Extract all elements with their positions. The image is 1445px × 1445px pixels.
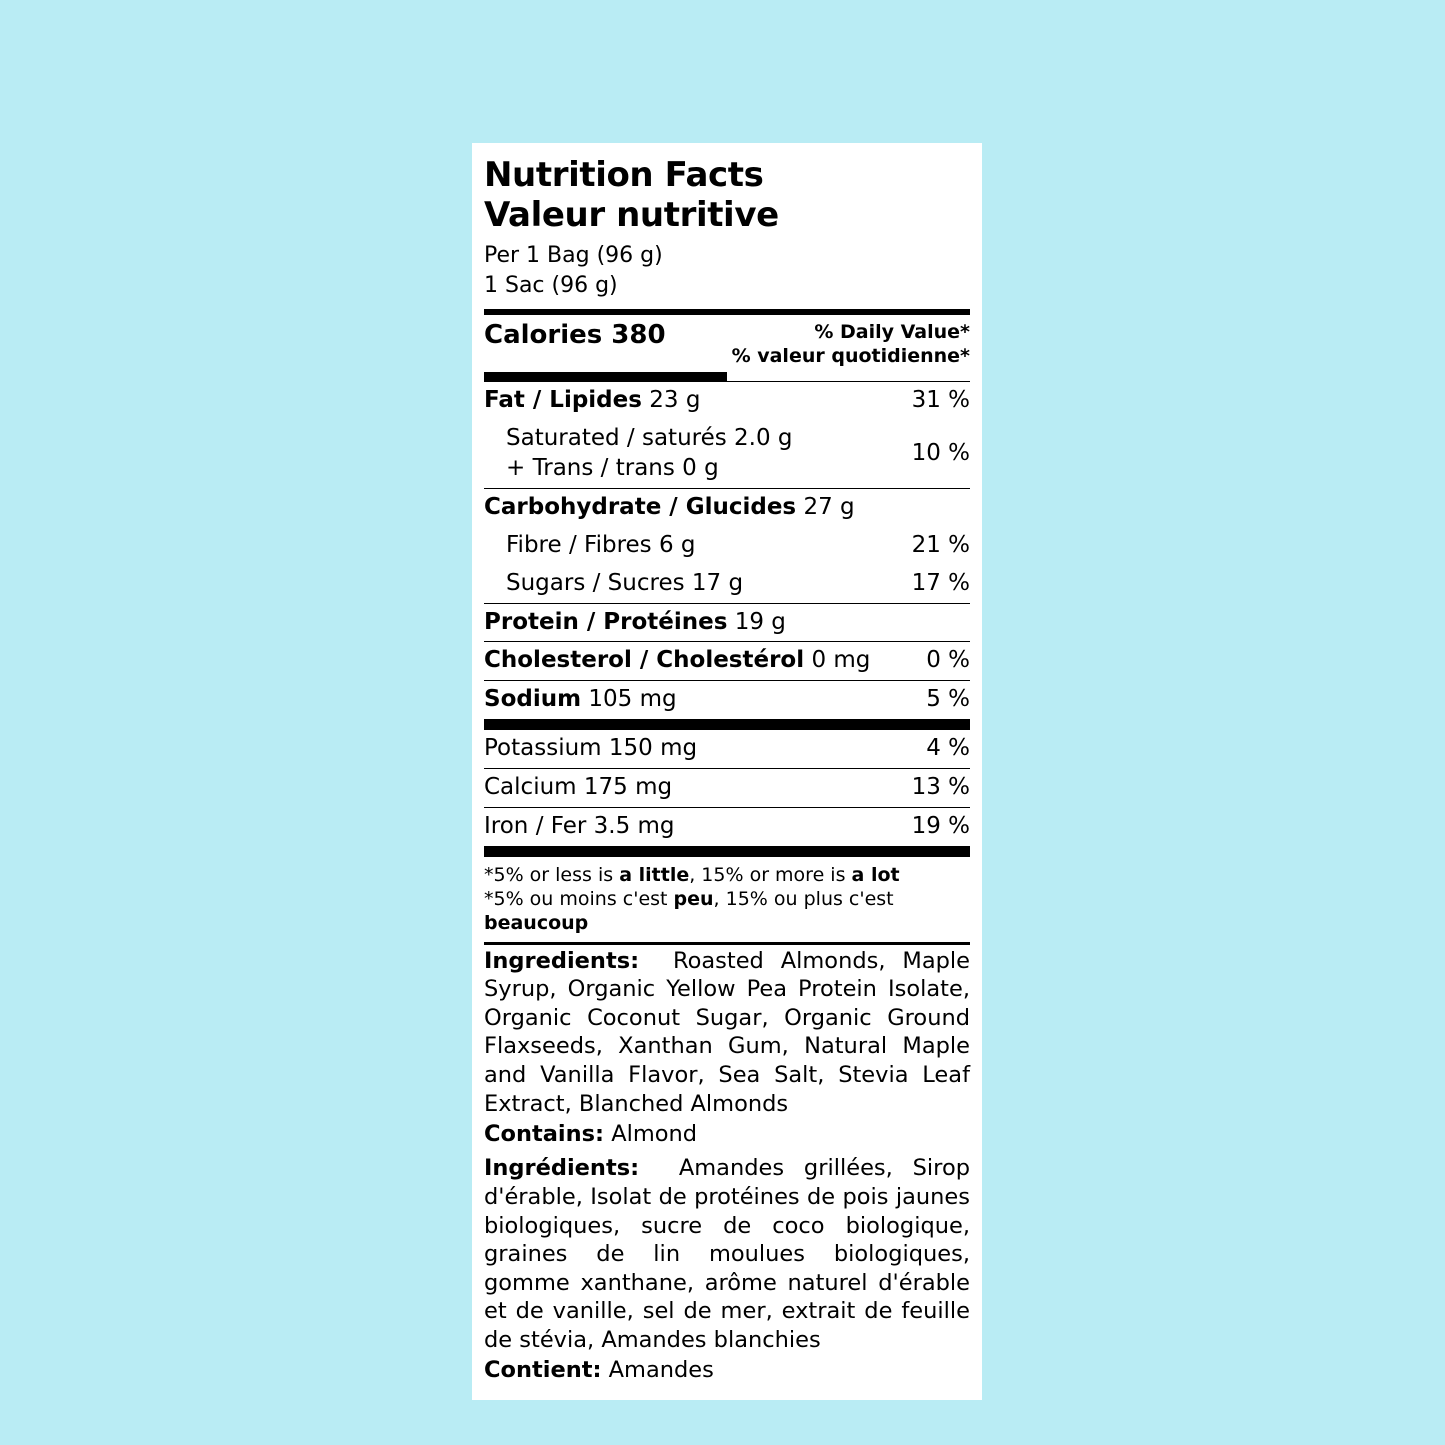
row-sugars-label: Sugars / Sucres 17 g bbox=[506, 569, 744, 596]
row-iron-dv: 19 % bbox=[911, 812, 970, 839]
footnote-en: *5% or less is a little, 15% or more is a lot bbox=[484, 863, 900, 886]
row-fat-label bbox=[484, 386, 700, 416]
calories-row bbox=[484, 315, 970, 369]
calories-underline bbox=[484, 372, 727, 381]
ingredients-en-text: Roasted Almonds, Maple Syrup, Organic Yellow Pea Protein Isolate, Organic Coconut Sugar, Organic Ground Flaxseeds, Xanthan Gum, Natural Maple and Vanilla Flavor, Sea Salt, Stevia Leaf Extract, Blanched Almonds bbox=[484, 947, 970, 1117]
row-potassium bbox=[484, 730, 970, 768]
contains-en-header: Contains: bbox=[484, 1121, 605, 1148]
contains-en-text: Almond bbox=[611, 1121, 698, 1148]
row-fat-dv: 31 % bbox=[911, 387, 970, 414]
row-sodium-label bbox=[484, 685, 677, 715]
row-calcium-label: Calcium 175 mg bbox=[484, 774, 673, 801]
contains-fr-text: Amandes bbox=[608, 1357, 714, 1384]
row-iron-label: Iron / Fer 3.5 mg bbox=[484, 812, 675, 839]
row-cholesterol-amount: 0 mg bbox=[811, 647, 871, 674]
row-calcium-dv: 13 % bbox=[911, 774, 970, 801]
row-sodium-dv: 5 % bbox=[926, 686, 970, 713]
row-cholesterol-name: Cholesterol / Cholestérol bbox=[484, 647, 805, 674]
contains-fr-header: Contient: bbox=[484, 1357, 602, 1384]
serving-size-fr: 1 Sac (96 g) bbox=[484, 272, 618, 298]
row-protein-name: Protein / Protéines bbox=[484, 608, 728, 635]
row-saturated-trans-labels bbox=[484, 423, 793, 484]
row-protein-label bbox=[484, 608, 786, 638]
row-fat bbox=[484, 382, 970, 420]
ingredients-en bbox=[484, 945, 970, 1118]
serving-size-en: Per 1 Bag (96 g) bbox=[484, 243, 663, 269]
row-fibre-label: Fibre / Fibres 6 g bbox=[506, 531, 696, 558]
row-cholesterol-dv: 0 % bbox=[926, 647, 970, 674]
row-fat-amount: 23 g bbox=[649, 387, 701, 414]
ingredients-en-header: Ingredients: bbox=[484, 947, 640, 974]
row-fibre-dv: 21 % bbox=[911, 531, 970, 558]
nutrition-facts-title-en: Nutrition Facts bbox=[484, 155, 764, 195]
row-calcium bbox=[484, 769, 970, 807]
row-carbohydrate-label bbox=[484, 493, 855, 523]
row-protein bbox=[484, 604, 970, 642]
row-saturated-trans-dv: 10 % bbox=[911, 440, 970, 467]
row-potassium-label: Potassium 150 mg bbox=[484, 735, 698, 762]
serving-size bbox=[484, 241, 970, 300]
row-cholesterol bbox=[484, 642, 970, 680]
daily-value-footnote bbox=[484, 857, 970, 942]
row-sugars-dv: 17 % bbox=[911, 569, 970, 596]
divider-black-bar-bottom bbox=[484, 846, 970, 857]
ingredients-fr bbox=[484, 1152, 970, 1354]
row-carbohydrate-name: Carbohydrate / Glucides bbox=[484, 493, 797, 520]
nutrition-facts-panel bbox=[472, 143, 982, 1400]
row-sugars bbox=[484, 565, 970, 603]
footnote-fr: *5% ou moins c'est peu, 15% ou plus c'est beaucoup bbox=[484, 888, 894, 935]
row-potassium-dv: 4 % bbox=[926, 735, 970, 762]
daily-value-header-fr: % valeur quotidienne* bbox=[731, 344, 970, 367]
row-carbohydrate bbox=[484, 489, 970, 527]
row-sodium-name: Sodium bbox=[484, 686, 582, 713]
contains-en bbox=[484, 1118, 970, 1149]
ingredients-fr-text: Amandes grillées, Sirop d'érable, Isolat de protéines de pois jaunes biologiques, sucre de coco biologique, graines de lin moulues biologiques, gomme xanthane, arôme naturel d'érable et de vanille, sel de mer, extrait de feuille de stévia, Amandes blanchies bbox=[484, 1155, 970, 1353]
daily-value-header-en: % Daily Value* bbox=[814, 320, 970, 343]
contains-fr bbox=[484, 1354, 970, 1385]
row-trans-label: + Trans / trans 0 g bbox=[506, 455, 719, 482]
row-saturated-trans bbox=[484, 420, 970, 488]
divider-black-bar bbox=[484, 719, 970, 730]
row-sodium bbox=[484, 681, 970, 719]
row-fibre bbox=[484, 527, 970, 565]
nutrition-facts-title-fr: Valeur nutritive bbox=[484, 195, 779, 236]
daily-value-header bbox=[732, 320, 970, 369]
row-iron bbox=[484, 808, 970, 846]
row-carbohydrate-amount: 27 g bbox=[803, 493, 855, 520]
row-fat-name: Fat / Lipides bbox=[484, 387, 642, 414]
row-cholesterol-label bbox=[484, 646, 870, 676]
row-protein-amount: 19 g bbox=[734, 608, 786, 635]
row-sodium-amount: 105 mg bbox=[588, 686, 677, 713]
calories-value: Calories 380 bbox=[484, 319, 666, 350]
row-saturated-label: Saturated / saturés 2.0 g bbox=[506, 425, 793, 452]
ingredients-fr-header: Ingrédients: bbox=[484, 1155, 640, 1182]
